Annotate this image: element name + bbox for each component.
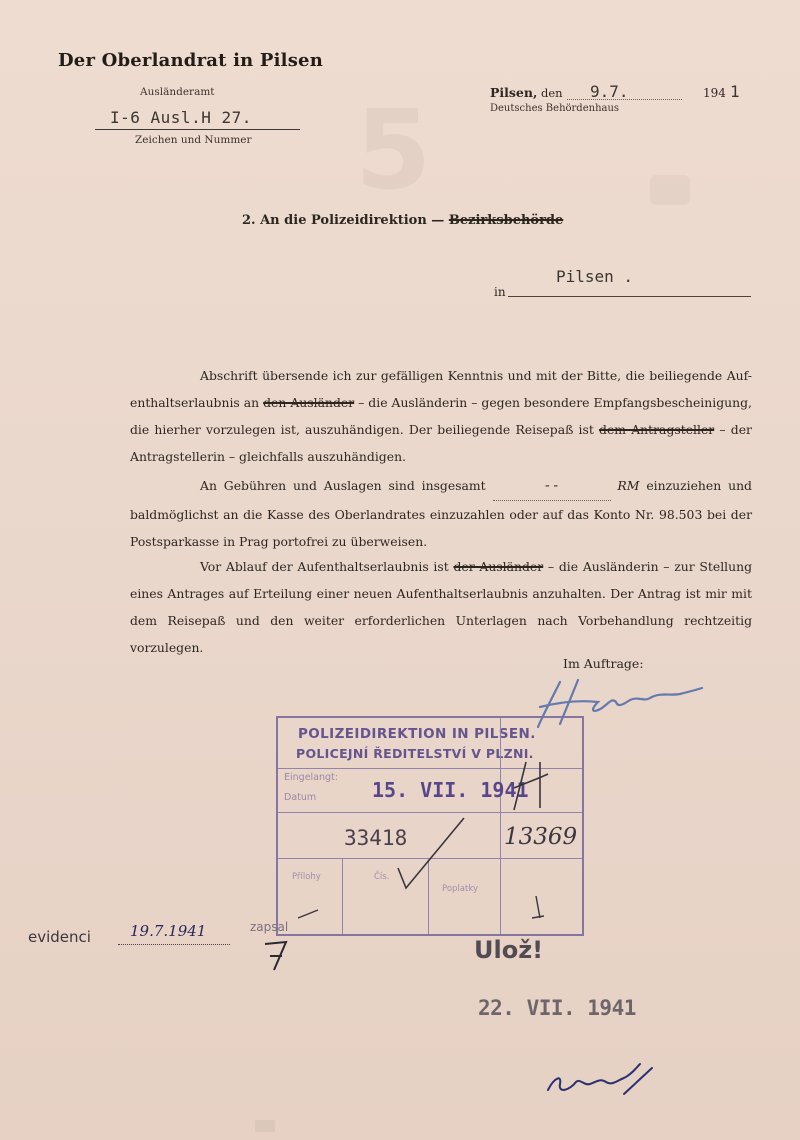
stamp-poplatky-label: Poplatky — [442, 884, 478, 894]
reference-label: Zeichen und Nummer — [135, 134, 252, 146]
p2-currency: RM — [617, 478, 640, 493]
in-label: in — [494, 285, 506, 299]
p3-seg: Vor Ablauf der Aufenthaltserlaubnis ist — [200, 559, 454, 574]
closing-text: Im Auftrage: — [563, 656, 644, 671]
zapsal-label: zapsal — [250, 920, 289, 934]
stamp-datum-label: Datum — [284, 792, 317, 803]
den-label: den — [541, 86, 563, 100]
stamp-date: 15. VII. 1941 — [372, 778, 529, 802]
year-prefix: 194 — [703, 86, 726, 100]
place-label: Pilsen, — [490, 85, 538, 100]
police-receipt-stamp — [276, 716, 584, 936]
letter-date: 9.7. — [590, 82, 629, 101]
stamp-eingelangt-label: Eingelangt: — [284, 772, 338, 783]
reference-underline — [95, 129, 300, 130]
initials-mark — [262, 938, 292, 974]
uloz-stamp: Ulož! — [474, 936, 544, 964]
p1-seg: enthaltserlaubnis an — [130, 395, 264, 410]
addressee-prefix: 2. An die Polizeidirektion — — [242, 213, 445, 228]
p2-amount: -- — [543, 478, 560, 494]
ghost-mark — [650, 175, 690, 205]
ghost-watermark: 5 — [355, 86, 432, 214]
stamp-pencil-marks — [278, 718, 582, 934]
bottom-signature — [540, 1060, 670, 1100]
p1-seg: – die Ausländerin – gegen besondere Empfangsbescheinigung, die hierher vorzulegen ist, auszuhändigen. Der beiliegende Reisepaß ist — [130, 395, 752, 437]
stamp-line1: POLIZEIDIREKTION IN PILSEN. — [298, 726, 536, 742]
p1-struck: dem Antragsteller — [599, 422, 715, 437]
stamp-cislo-label: Čís. — [374, 872, 390, 882]
paragraph-1 — [130, 362, 752, 470]
city-underline — [508, 296, 751, 297]
p1-struck: den Ausländer — [263, 395, 355, 410]
stamp-prilohy-label: Přílohy — [292, 872, 321, 882]
p3-struck: der Ausländer — [453, 559, 544, 574]
department-label: Ausländeramt — [140, 86, 215, 98]
p3-seg: – die Ausländerin – zur Stellung eines Antrages auf Erteilung einer neuen Aufenthaltserlaubnis anzuhalten. Der Antrag ist mir mit dem Reisepaß und den weiter erforderlichen Unterlagen nach Vorbehandlung rechtzeitig vorzulegen. — [130, 559, 753, 655]
p2-after: einzuziehen und baldmöglichst an die Kasse des Oberlandrates einzuzahlen oder auf das Konto Nr. 98.503 bei der Postsparkasse in Prag portofrei zu überweisen. — [130, 478, 752, 549]
addressee-city: Pilsen . — [556, 267, 634, 286]
stamp-handwritten-number: 13369 — [504, 824, 578, 850]
paragraph-2 — [130, 472, 752, 555]
p1-seg: – der Antragstellerin – gleichfalls auszuhändigen. — [130, 422, 752, 464]
stamp-number: 33418 — [344, 826, 408, 850]
authority-heading: Der Oberlandrat in Pilsen — [58, 50, 323, 71]
year-suffix: 1 — [730, 82, 740, 101]
stamp-line2: POLICEJNÍ ŘEDITELSTVÍ V PLZNI. — [296, 746, 534, 761]
evidenci-label — [28, 928, 91, 946]
paragraph-3 — [130, 553, 752, 661]
addressee-line — [242, 213, 563, 228]
building-label: Deutsches Behördenhaus — [490, 103, 620, 114]
reference-number: I-6 Ausl.H 27. — [110, 108, 252, 127]
p2-amount-field — [493, 472, 611, 501]
ghost-mark — [255, 1120, 275, 1132]
addressee-struck: Bezirksbehörde — [448, 213, 564, 228]
p2-before: An Gebühren und Auslagen sind insgesamt — [200, 478, 486, 493]
evidenci-date: 19.7.1941 — [130, 922, 207, 940]
filing-date-stamp: 22. VII. 1941 — [478, 996, 636, 1020]
evidenci-text: evidenci — [28, 928, 91, 946]
p1-seg: Abschrift übersende ich zur gefälligen Kenntnis und mit der Bitte, die beiliegende Auf- — [200, 368, 752, 383]
evidenci-underline — [118, 944, 230, 945]
